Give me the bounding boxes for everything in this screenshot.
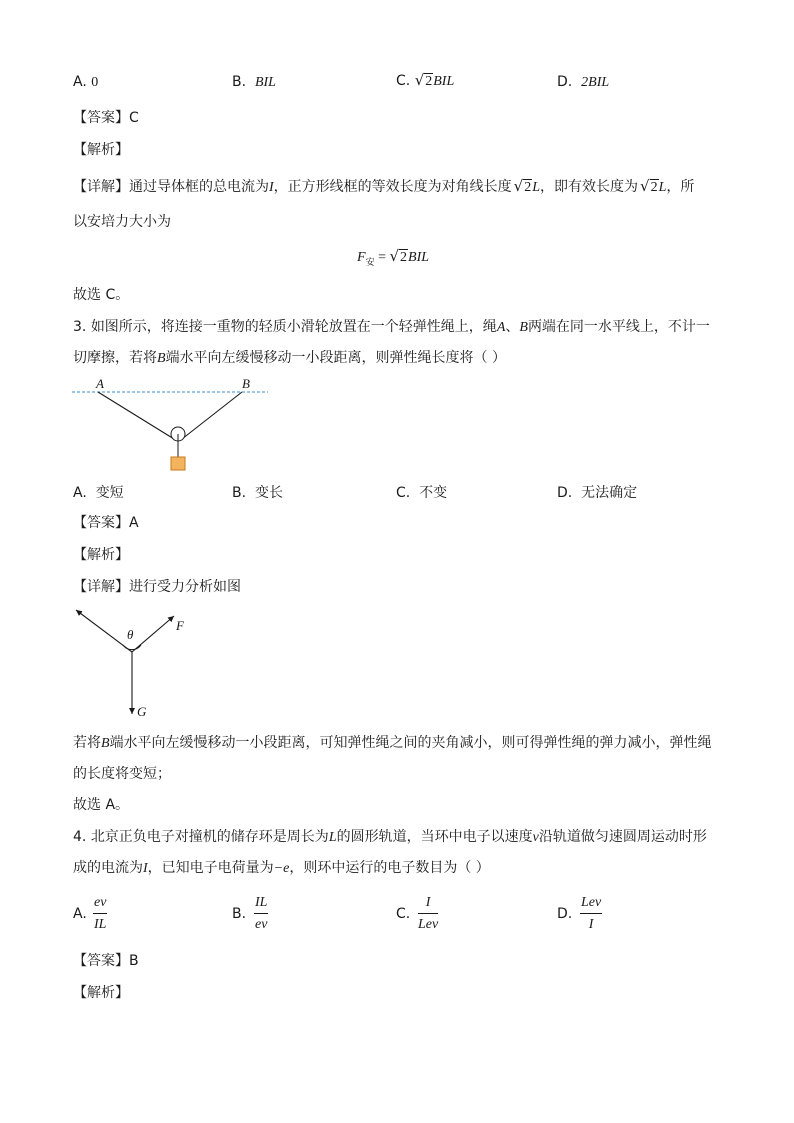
q2-detail-line1: 【详解】通过导体框的总电流为I，正方形线框的等效长度为对角线长度 √2L，即有效长度为 √2L，所 xyxy=(73,177,695,195)
q3-option-c: C. 不变 xyxy=(396,485,448,501)
q2-formula: $F_安 = √2BIL$ xyxy=(357,247,430,268)
sqrt-expression: √2 xyxy=(640,177,658,195)
option-value: 2BIL xyxy=(581,75,610,90)
option-value: 0 xyxy=(91,75,99,90)
answer-value: A xyxy=(129,515,139,531)
point-a-label: A xyxy=(96,376,104,391)
answer-value: B xyxy=(129,953,139,969)
angle-arc xyxy=(123,645,141,650)
force-arrow-f xyxy=(132,616,174,652)
q4-stem-line2: 成的电流为I，已知电子电荷量为−e，则环中运行的电子数目为（ ） xyxy=(73,860,490,876)
rope-right xyxy=(182,392,242,439)
formula-subscript: 安 xyxy=(365,257,375,268)
q2-detail-line2: 以安培力大小为 xyxy=(73,214,171,230)
q3-stem-line2: 切摩擦，若将B端水平向左缓慢移动一小段距离，则弹性绳长度将（ ） xyxy=(73,350,507,366)
weight-block xyxy=(171,457,185,470)
q4-analysis-tag: 【解析】 xyxy=(73,985,129,1001)
detail-tag: 【详解】 xyxy=(73,579,129,595)
q3-stem-line1: 3. 如图所示，将连接一重物的轻质小滑轮放置在一个轻弹性绳上，绳A、B两端在同一水平线上，不计一 xyxy=(73,319,710,335)
option-label: C. xyxy=(396,73,411,89)
pulley-diagram xyxy=(70,372,280,477)
q2-option-c xyxy=(396,73,454,89)
option-value: BIL xyxy=(433,74,455,89)
option-value: BIL xyxy=(254,75,276,90)
q3-option-d: D. 无法确定 xyxy=(557,485,638,501)
q3-conclusion: 故选 A。 xyxy=(73,797,130,813)
detail-tag: 【详解】 xyxy=(73,179,129,195)
q4-option-c-fraction: I Lev xyxy=(418,895,439,932)
force-diagram xyxy=(66,602,196,724)
q4-option-a-fraction: $\frac{ev}{IL}$ xyxy=(93,895,107,932)
q3-option-a: A. 变短 xyxy=(73,485,124,501)
q2-analysis-tag: 【解析】 xyxy=(73,142,129,158)
q4-option-a-label: A. xyxy=(73,906,87,922)
theta-label: θ xyxy=(127,627,134,642)
q4-answer xyxy=(73,954,139,968)
option-label: A. xyxy=(73,74,87,90)
q3-conclusion-line1: 若将B端水平向左缓慢移动一小段距离，可知弹性绳之间的夹角减小，则可得弹性绳的弹力减小，弹性绳 xyxy=(73,735,712,751)
q4-option-d-label: D. xyxy=(557,906,573,922)
q2-option-a xyxy=(73,75,98,90)
q2-option-b xyxy=(232,75,276,90)
sqrt-expression: √2 xyxy=(389,247,408,265)
g-label: G xyxy=(137,704,147,719)
answer-value: C xyxy=(129,110,139,126)
q3-conclusion-line2: 的长度将变短； xyxy=(73,766,171,782)
point-b-label: B xyxy=(242,376,250,391)
q3-detail: 【详解】进行受力分析如图 xyxy=(73,579,241,595)
q2-conclusion: 故选 C。 xyxy=(73,287,130,303)
sqrt-expression: √2 xyxy=(513,177,532,195)
q4-option-b-fraction: $\frac{IL}{ev}$ xyxy=(255,895,268,932)
option-label: D. xyxy=(557,74,573,90)
q4-option-b-label: B. xyxy=(232,906,247,922)
q3-analysis-tag: 【解析】 xyxy=(73,547,129,563)
f-label: F xyxy=(176,618,184,633)
q4-stem-line1: 4. 北京正负电子对撞机的储存环是周长为L的圆形轨道，当环中电子以速度v沿轨道做匀速圆周运动时形 xyxy=(73,829,707,845)
rope-left xyxy=(98,392,174,439)
q3-answer xyxy=(73,516,139,530)
q2-option-d xyxy=(557,75,609,90)
answer-tag: 【答案】 xyxy=(73,953,129,969)
q2-answer xyxy=(73,111,139,125)
q4-option-c-label: C. xyxy=(396,906,411,922)
q3-option-b: B. 变长 xyxy=(232,485,283,501)
q4-option-d-fraction: Lev I xyxy=(581,895,602,932)
sqrt-expression: √2 xyxy=(414,71,433,89)
option-label: B. xyxy=(232,74,247,90)
answer-tag: 【答案】 xyxy=(73,515,129,531)
answer-tag: 【答案】 xyxy=(73,110,129,126)
